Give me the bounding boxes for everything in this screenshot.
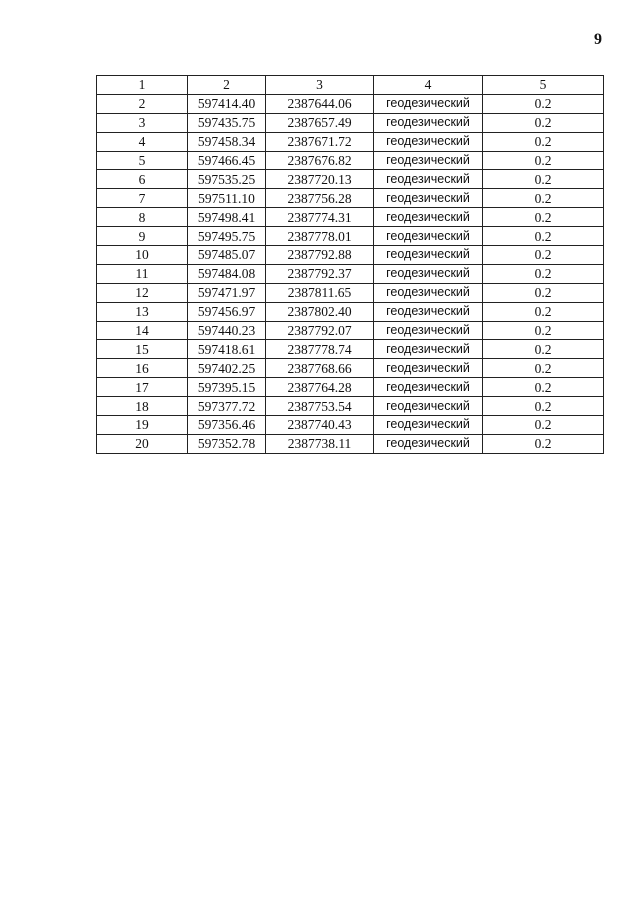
cell-accuracy: 0.2 xyxy=(483,151,604,170)
column-header-method: 4 xyxy=(374,76,483,95)
cell-method: геодезический xyxy=(374,151,483,170)
cell-accuracy: 0.2 xyxy=(483,113,604,132)
cell-y-coordinate: 2387768.66 xyxy=(266,359,374,378)
cell-x-coordinate: 597484.08 xyxy=(188,264,266,283)
cell-method: геодезический xyxy=(374,264,483,283)
cell-x-coordinate: 597471.97 xyxy=(188,283,266,302)
cell-x-coordinate: 597535.25 xyxy=(188,170,266,189)
cell-point-number: 5 xyxy=(97,151,188,170)
cell-x-coordinate: 597458.34 xyxy=(188,132,266,151)
cell-accuracy: 0.2 xyxy=(483,246,604,265)
cell-y-coordinate: 2387644.06 xyxy=(266,94,374,113)
cell-y-coordinate: 2387676.82 xyxy=(266,151,374,170)
cell-method: геодезический xyxy=(374,227,483,246)
cell-y-coordinate: 2387778.74 xyxy=(266,340,374,359)
cell-accuracy: 0.2 xyxy=(483,208,604,227)
cell-point-number: 11 xyxy=(97,264,188,283)
table-row xyxy=(97,321,604,340)
cell-y-coordinate: 2387802.40 xyxy=(266,302,374,321)
cell-y-coordinate: 2387738.11 xyxy=(266,434,374,453)
cell-y-coordinate: 2387774.31 xyxy=(266,208,374,227)
cell-accuracy: 0.2 xyxy=(483,283,604,302)
table-row xyxy=(97,132,604,151)
cell-accuracy: 0.2 xyxy=(483,321,604,340)
table-row xyxy=(97,264,604,283)
cell-point-number: 15 xyxy=(97,340,188,359)
cell-method: геодезический xyxy=(374,113,483,132)
cell-x-coordinate: 597352.78 xyxy=(188,434,266,453)
cell-point-number: 3 xyxy=(97,113,188,132)
cell-y-coordinate: 2387671.72 xyxy=(266,132,374,151)
cell-point-number: 13 xyxy=(97,302,188,321)
cell-accuracy: 0.2 xyxy=(483,170,604,189)
cell-point-number: 14 xyxy=(97,321,188,340)
table-row xyxy=(97,283,604,302)
cell-point-number: 2 xyxy=(97,94,188,113)
cell-y-coordinate: 2387764.28 xyxy=(266,378,374,397)
page-number: 9 xyxy=(594,31,602,48)
cell-accuracy: 0.2 xyxy=(483,416,604,435)
cell-x-coordinate: 597495.75 xyxy=(188,227,266,246)
cell-y-coordinate: 2387811.65 xyxy=(266,283,374,302)
table-row xyxy=(97,94,604,113)
cell-method: геодезический xyxy=(374,397,483,416)
cell-accuracy: 0.2 xyxy=(483,264,604,283)
cell-point-number: 20 xyxy=(97,434,188,453)
column-header-x: 2 xyxy=(188,76,266,95)
cell-method: геодезический xyxy=(374,246,483,265)
cell-y-coordinate: 2387657.49 xyxy=(266,113,374,132)
cell-point-number: 16 xyxy=(97,359,188,378)
table-row xyxy=(97,189,604,208)
coordinates-table xyxy=(96,75,604,454)
cell-y-coordinate: 2387792.88 xyxy=(266,246,374,265)
cell-accuracy: 0.2 xyxy=(483,189,604,208)
cell-point-number: 4 xyxy=(97,132,188,151)
cell-method: геодезический xyxy=(374,283,483,302)
cell-method: геодезический xyxy=(374,378,483,397)
cell-accuracy: 0.2 xyxy=(483,378,604,397)
cell-method: геодезический xyxy=(374,302,483,321)
table-body xyxy=(97,94,604,453)
cell-y-coordinate: 2387792.37 xyxy=(266,264,374,283)
cell-accuracy: 0.2 xyxy=(483,227,604,246)
cell-point-number: 18 xyxy=(97,397,188,416)
cell-point-number: 19 xyxy=(97,416,188,435)
cell-method: геодезический xyxy=(374,94,483,113)
table-row xyxy=(97,378,604,397)
table-header-row xyxy=(97,76,604,95)
table-row xyxy=(97,227,604,246)
cell-x-coordinate: 597511.10 xyxy=(188,189,266,208)
cell-method: геодезический xyxy=(374,321,483,340)
cell-accuracy: 0.2 xyxy=(483,94,604,113)
cell-accuracy: 0.2 xyxy=(483,132,604,151)
cell-x-coordinate: 597498.41 xyxy=(188,208,266,227)
cell-point-number: 9 xyxy=(97,227,188,246)
cell-method: геодезический xyxy=(374,132,483,151)
table-row xyxy=(97,434,604,453)
cell-x-coordinate: 597377.72 xyxy=(188,397,266,416)
cell-x-coordinate: 597402.25 xyxy=(188,359,266,378)
column-header-point: 1 xyxy=(97,76,188,95)
column-header-accuracy: 5 xyxy=(483,76,604,95)
table-row xyxy=(97,246,604,265)
cell-y-coordinate: 2387778.01 xyxy=(266,227,374,246)
cell-method: геодезический xyxy=(374,189,483,208)
cell-x-coordinate: 597485.07 xyxy=(188,246,266,265)
cell-x-coordinate: 597418.61 xyxy=(188,340,266,359)
table-row xyxy=(97,208,604,227)
table-row xyxy=(97,397,604,416)
table-row xyxy=(97,302,604,321)
cell-x-coordinate: 597435.75 xyxy=(188,113,266,132)
cell-method: геодезический xyxy=(374,208,483,227)
cell-y-coordinate: 2387740.43 xyxy=(266,416,374,435)
cell-y-coordinate: 2387756.28 xyxy=(266,189,374,208)
table-row xyxy=(97,113,604,132)
cell-method: геодезический xyxy=(374,170,483,189)
table-row xyxy=(97,359,604,378)
cell-x-coordinate: 597440.23 xyxy=(188,321,266,340)
table-row xyxy=(97,416,604,435)
cell-x-coordinate: 597356.46 xyxy=(188,416,266,435)
cell-point-number: 17 xyxy=(97,378,188,397)
cell-accuracy: 0.2 xyxy=(483,340,604,359)
cell-method: геодезический xyxy=(374,434,483,453)
cell-y-coordinate: 2387720.13 xyxy=(266,170,374,189)
cell-x-coordinate: 597456.97 xyxy=(188,302,266,321)
cell-accuracy: 0.2 xyxy=(483,434,604,453)
cell-x-coordinate: 597414.40 xyxy=(188,94,266,113)
cell-accuracy: 0.2 xyxy=(483,302,604,321)
cell-method: геодезический xyxy=(374,359,483,378)
cell-accuracy: 0.2 xyxy=(483,359,604,378)
cell-point-number: 12 xyxy=(97,283,188,302)
cell-point-number: 10 xyxy=(97,246,188,265)
cell-point-number: 8 xyxy=(97,208,188,227)
cell-accuracy: 0.2 xyxy=(483,397,604,416)
table-row xyxy=(97,170,604,189)
cell-y-coordinate: 2387753.54 xyxy=(266,397,374,416)
table-row xyxy=(97,151,604,170)
cell-x-coordinate: 597466.45 xyxy=(188,151,266,170)
cell-point-number: 7 xyxy=(97,189,188,208)
cell-y-coordinate: 2387792.07 xyxy=(266,321,374,340)
cell-method: геодезический xyxy=(374,416,483,435)
cell-x-coordinate: 597395.15 xyxy=(188,378,266,397)
cell-method: геодезический xyxy=(374,340,483,359)
cell-point-number: 6 xyxy=(97,170,188,189)
table-row xyxy=(97,340,604,359)
column-header-y: 3 xyxy=(266,76,374,95)
